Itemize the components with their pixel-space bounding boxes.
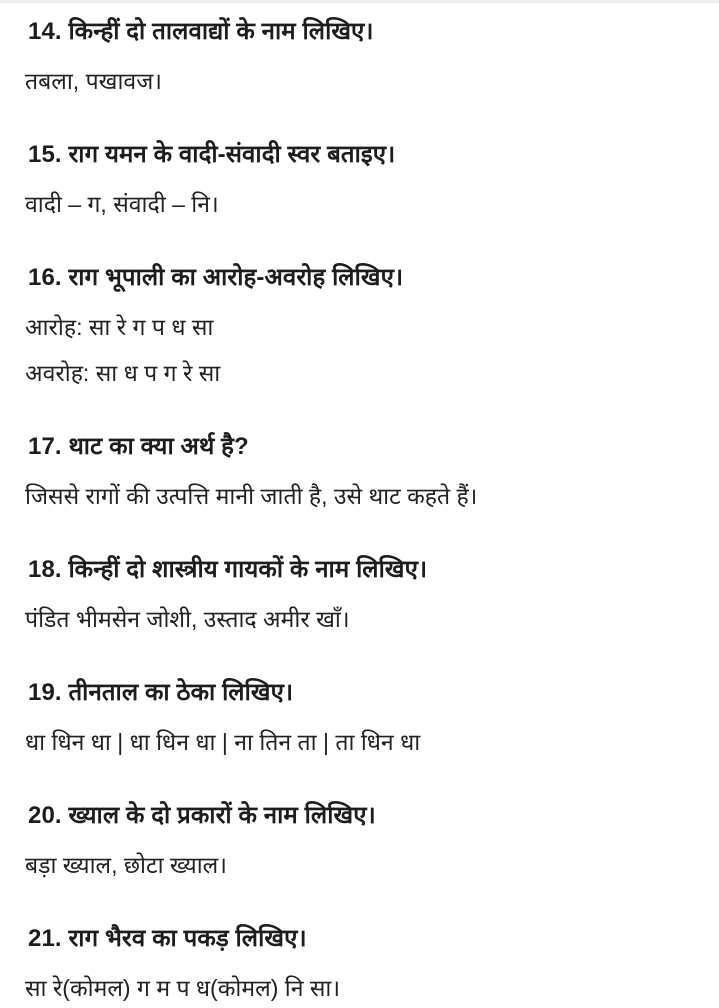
question-number: 17. — [28, 433, 62, 460]
question-text: किन्हीं दो शास्त्रीय गायकों के नाम लिखिए। — [68, 556, 428, 583]
answer-text: अवरोह: सा ध प ग रे सा — [25, 360, 221, 386]
qa-content — [0, 3, 719, 1004]
qa-block — [25, 923, 689, 1004]
question-number: 21. — [28, 925, 62, 952]
answer-text: बड़ा ख्याल, छोटा ख्याल। — [25, 852, 227, 878]
question-text: किन्हीं दो तालवाद्यों के नाम लिखिए। — [68, 18, 374, 45]
qa-block — [25, 139, 689, 220]
question-heading — [25, 139, 689, 171]
question-text: राग भूपाली का आरोह-अवरोह लिखिए। — [68, 264, 404, 291]
question-heading — [25, 800, 689, 832]
question-heading — [25, 923, 689, 955]
answer-text: पंडित भीमसेन जोशी, उस्ताद अमीर खाँ। — [25, 606, 350, 632]
answer-text: जिससे रागों की उत्पत्ति मानी जाती है, उसे थाट कहते हैं। — [25, 483, 478, 509]
question-number: 16. — [28, 264, 62, 291]
question-text: राग यमन के वादी-संवादी स्वर बताइए। — [68, 141, 396, 168]
question-text: तीनताल का ठेका लिखिए। — [68, 679, 294, 706]
question-number: 14. — [28, 18, 62, 45]
qa-list — [25, 16, 689, 1004]
question-heading — [25, 431, 689, 463]
qa-block — [25, 431, 689, 512]
question-number: 20. — [28, 802, 62, 829]
question-text: ख्याल के दो प्रकारों के नाम लिखिए। — [68, 802, 376, 829]
question-number: 19. — [28, 679, 62, 706]
answer-text: वादी – ग, संवादी – नि। — [25, 191, 219, 217]
qa-block — [25, 800, 689, 881]
answer-text: तबला, पखावज। — [25, 68, 162, 94]
question-heading — [25, 16, 689, 48]
qa-block — [25, 677, 689, 758]
qa-block — [25, 16, 689, 97]
question-number: 18. — [28, 556, 62, 583]
question-heading — [25, 554, 689, 586]
question-number: 15. — [28, 141, 62, 168]
answer-text: सा रे(कोमल) ग म प ध(कोमल) नि सा। — [25, 975, 341, 1001]
question-heading — [25, 262, 689, 294]
qa-block — [25, 262, 689, 389]
question-heading — [25, 677, 689, 709]
question-text: थाट का क्या अर्थ है? — [68, 433, 249, 460]
answer-text: आरोह: सा रे ग प ध सा — [25, 314, 214, 340]
answer-text: धा धिन धा | धा धिन धा | ना तिन ता | ता धिन धा — [25, 729, 421, 755]
qa-block — [25, 554, 689, 635]
question-text: राग भैरव का पकड़ लिखिए। — [68, 925, 307, 952]
